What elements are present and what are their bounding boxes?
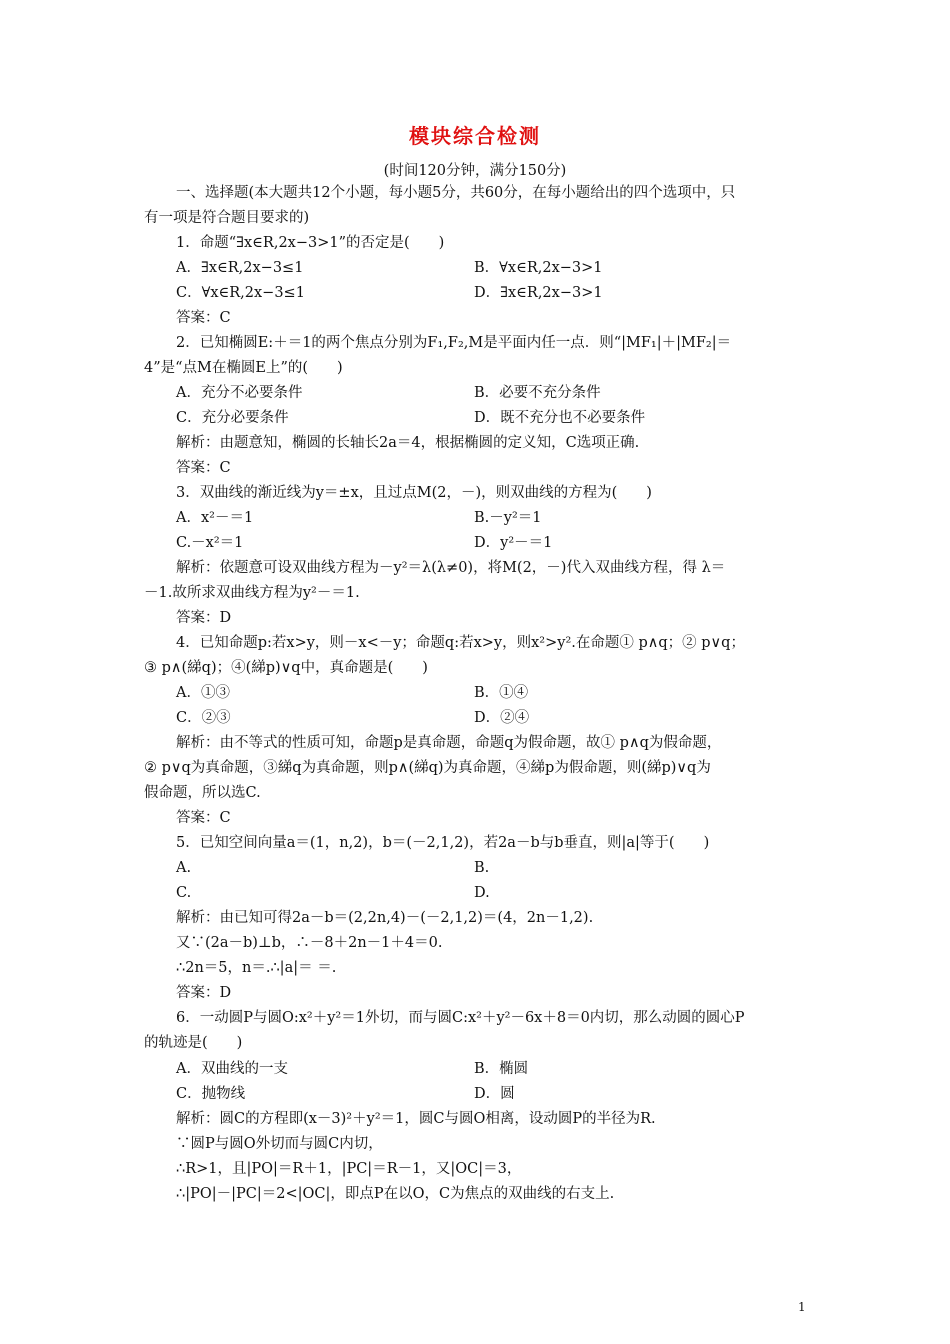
question-2-option-c: C．充分必要条件 — [176, 410, 289, 426]
question-5-stem: 5．已知空间向量a＝(1，n,2)，b＝(－2,1,2)，若2a－b与b垂直，则|a|等于( ) — [176, 835, 710, 851]
question-3-option-b: B.－y²＝1 — [474, 510, 542, 526]
question-4-analysis-line-2: ② p∨q为真命题，③綈q为真命题，则p∧(綈q)为真命题，④綈p为假命题，则(綈p)∨q为 — [144, 760, 711, 776]
question-6-analysis-line-3: ∴R>1，且|PO|＝R＋1，|PC|＝R－1，又|OC|＝3， — [176, 1161, 522, 1177]
question-5-option-c: C. — [176, 885, 192, 901]
question-4-answer: 答案：C — [176, 810, 231, 826]
question-5-option-d: D. — [474, 885, 490, 901]
question-3-answer: 答案：D — [176, 610, 232, 626]
page-subtitle: (时间120分钟，满分150分) — [383, 163, 567, 179]
question-1-stem: 1．命题“∃x∈R,2x−3>1”的否定是( ) — [176, 235, 445, 251]
question-6-option-c: C．抛物线 — [176, 1086, 246, 1102]
question-2-answer: 答案：C — [176, 460, 231, 476]
question-1-option-c: C．∀x∈R,2x−3≤1 — [176, 285, 305, 301]
question-2-option-d: D．既不充分也不必要条件 — [474, 410, 646, 426]
question-5-analysis-line-3: ∴2n＝5，n＝.∴|a|＝ ＝. — [176, 960, 337, 976]
question-6-stem-line-1: 6．一动圆P与圆O:x²＋y²＝1外切，而与圆C:x²＋y²－6x＋8＝0内切，那么动圆的圆心P — [176, 1010, 745, 1026]
question-6-option-d: D．圆 — [474, 1086, 515, 1102]
question-3-analysis-line-2: －1.故所求双曲线方程为y²－＝1. — [144, 585, 360, 601]
section-intro-line-2: 有一项是符合题目要求的) — [144, 210, 310, 226]
question-5-option-a: A. — [176, 860, 192, 876]
question-6-analysis-line-4: ∴|PO|－|PC|＝2<|OC|，即点P在以O，C为焦点的双曲线的右支上. — [176, 1186, 615, 1202]
question-3-stem: 3．双曲线的渐近线为y＝±x，且过点M(2，－)，则双曲线的方程为( ) — [176, 485, 652, 501]
question-6-option-a: A．双曲线的一支 — [176, 1061, 288, 1077]
question-6-option-b: B．椭圆 — [474, 1061, 529, 1077]
question-4-option-d: D．②④ — [474, 710, 530, 726]
section-intro-line-1: 一、选择题(本大题共12个小题，每小题5分，共60分，在每小题给出的四个选项中，只 — [176, 185, 736, 201]
question-3-analysis-line-1: 解析：依题意可设双曲线方程为－y²＝λ(λ≠0)，将M(2，－)代入双曲线方程，得 λ＝ — [176, 560, 726, 576]
question-4-option-a: A．①③ — [176, 685, 230, 701]
question-6-analysis-line-1: 解析：圆C的方程即(x－3)²＋y²＝1，圆C与圆O相离，设动圆P的半径为R. — [176, 1111, 656, 1127]
question-4-analysis-line-1: 解析：由不等式的性质可知，命题p是真命题，命题q为假命题，故① p∧q为假命题， — [176, 735, 722, 751]
question-5-answer: 答案：D — [176, 985, 232, 1001]
question-2-stem-line-1: 2．已知椭圆E:＋＝1的两个焦点分别为F₁,F₂,M是平面内任一点．则“|MF₁|＋|MF₂|＝ — [176, 335, 732, 351]
question-2-option-a: A．充分不必要条件 — [176, 385, 303, 401]
question-4-option-c: C．②③ — [176, 710, 231, 726]
question-4-option-b: B．①④ — [474, 685, 529, 701]
question-6-stem-line-2: 的轨迹是( ) — [144, 1035, 243, 1051]
question-2-stem-line-2: 4”是“点M在椭圆E上”的( ) — [144, 360, 343, 376]
question-5-analysis-line-1: 解析：由已知可得2a－b＝(2,2n,4)－(－2,1,2)＝(4，2n－1,2). — [176, 910, 594, 926]
question-4-analysis-line-3: 假命题，所以选C. — [144, 785, 261, 801]
question-4-stem-line-2: ③ p∧(綈q)；④(綈p)∨q中，真命题是( ) — [144, 660, 428, 676]
question-3-option-d: D．y²－＝1 — [474, 535, 553, 551]
question-1-option-b: B．∀x∈R,2x−3>1 — [474, 260, 603, 276]
question-2-option-b: B．必要不充分条件 — [474, 385, 601, 401]
page-number: 1 — [798, 1300, 806, 1314]
question-1-answer: 答案：C — [176, 310, 231, 326]
question-6-analysis-line-2: ∵圆P与圆O外切而与圆C内切， — [176, 1136, 383, 1152]
question-5-analysis-line-2: 又∵(2a－b)⊥b，∴－8＋2n－1＋4＝0. — [176, 935, 443, 951]
question-4-stem-line-1: 4．已知命题p:若x>y，则－x<－y；命题q:若x>y，则x²>y².在命题① p∧q；② p∨q； — [176, 635, 745, 651]
question-1-option-d: D．∃x∈R,2x−3>1 — [474, 285, 603, 301]
question-2-analysis: 解析：由题意知，椭圆的长轴长2a＝4，根据椭圆的定义知，C选项正确. — [176, 435, 640, 451]
question-3-option-a: A．x²－＝1 — [176, 510, 254, 526]
question-1-option-a: A．∃x∈R,2x−3≤1 — [176, 260, 304, 276]
page-title: 模块综合检测 — [409, 124, 541, 148]
question-3-option-c: C.－x²＝1 — [176, 535, 244, 551]
question-5-option-b: B. — [474, 860, 490, 876]
